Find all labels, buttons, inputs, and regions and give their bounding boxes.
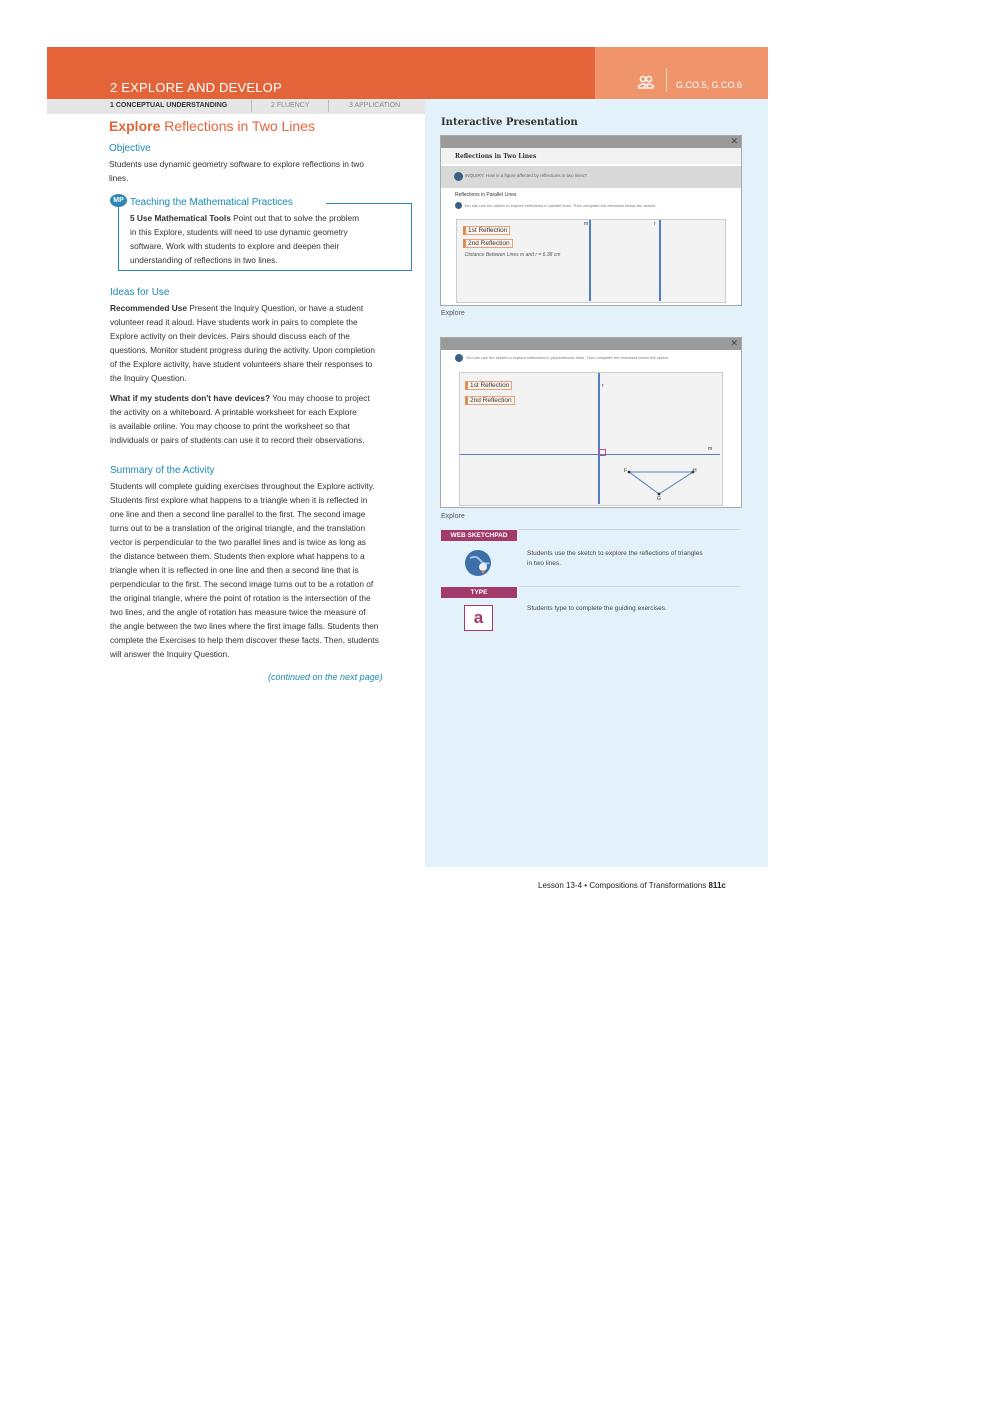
ideas-line: the Inquiry Question. [110,373,187,383]
line-r-label: r [602,383,604,389]
practices-line: software. Work with students to explore and deepen their [130,241,340,251]
tab-divider [328,100,329,112]
shot1-section: Reflections in Parallel Lines [455,192,517,198]
objective-line: Students use dynamic geometry software to explore reflections in two [109,159,365,169]
practices-text [130,211,405,267]
right-angle-marker [599,449,606,456]
summary-line: will answer the Inquiry Question. [110,649,230,659]
ideas-line: volunteer read it aloud. Have students work in pairs to complete the [110,317,358,327]
second-reflection-button[interactable]: 2nd Reflection [463,239,513,248]
summary-heading: Summary of the Activity [110,465,215,476]
footer-lesson: Lesson 13-4 [538,881,583,890]
tab-conceptual-understanding[interactable]: 1 CONCEPTUAL UNDERSTANDING [110,102,228,109]
ideas-lead-2: What if my students don't have devices? [110,393,271,403]
shot1-title: Reflections in Two Lines [455,153,537,160]
ideas-line: individuals or pairs of students can use it to record their observations. [110,435,365,445]
ideas-line: questions. Monitor student progress during the activity. Upon completion [110,345,376,355]
screenshot-titlebar [441,338,741,350]
footer-bullet: • [584,881,588,890]
footer-topic: Compositions of Transformations [589,881,707,890]
explore-icon [455,202,462,209]
objective-line: lines. [109,173,129,183]
explore-icon [455,354,463,362]
resource-line: in two lines. [527,560,561,567]
web-sketchpad-icon[interactable] [464,549,492,577]
ideas-line: Explore activity on their devices. Pairs should discuss each of the [110,331,350,341]
inquiry-icon [454,172,463,181]
line-m[interactable] [460,454,720,455]
close-icon[interactable]: ✕ [730,136,738,146]
screenshot-titlebar [441,136,741,148]
close-icon[interactable]: ✕ [730,338,738,348]
tab-divider [251,100,252,112]
standards-divider [666,68,667,92]
line-m[interactable] [589,220,591,301]
line-r[interactable] [598,373,600,504]
line-r[interactable] [659,220,661,301]
ideas-line: You may choose to project [270,393,370,403]
resource-divider [518,529,740,530]
title-topic: Reflections in Two Lines [164,118,315,134]
summary-line: Students first explore what happens to a triangle when it is reflected in [110,495,368,505]
type-tag: TYPE [441,587,517,598]
shot1-instruction: You can use the sketch to explore reflections in parallel lines. Then complete the exercises below the sketch. [464,203,657,208]
web-sketchpad-tag: WEB SKETCHPAD [441,530,517,541]
shot2-instruction: You can use the sketch to explore reflections in perpendicular lines. Then complete the exercises below the sketch. [466,355,670,360]
ideas-text-2 [110,391,415,447]
type-description [527,604,732,614]
resource-line: Students type to complete the guiding exercises. [527,605,667,612]
summary-text [110,479,415,661]
summary-line: turns out to be a translation of the original triangle, and the translation [110,523,366,533]
summary-line: the original triangle, where the point of rotation is the intersection of the [110,593,371,603]
distance-readout: Distance Between Lines m and r = 6.38 cm [465,252,561,258]
explore-screenshot-parallel[interactable] [440,135,742,306]
ideas-line: is available online. You may choose to print the worksheet so that [110,421,350,431]
standards-band [595,47,768,99]
objective-heading: Objective [109,143,151,154]
summary-line: vector is perpendicular to the two parallel lines and is twice as long as [110,537,366,547]
footer-page-number: 811c [708,881,726,890]
ideas-heading: Ideas for Use [110,287,170,298]
practices-line: in this Explore, students will need to use dynamic geometry [130,227,348,237]
ideas-line: Present the Inquiry Question, or have a student [187,303,364,313]
title-explore: Explore [109,118,161,134]
ideas-line: the activity on a whiteboard. A printable worksheet for each Explore [110,407,357,417]
ideas-text-1 [110,301,415,385]
line-m-label: m [708,446,713,452]
mp-badge-icon: MP [110,194,127,207]
practices-line: Point out that to solve the problem [230,213,360,223]
triangle-fgh[interactable] [621,466,701,502]
shot1-caption: Explore [441,310,465,317]
point-g-label: G [657,496,661,502]
type-icon[interactable]: a [464,605,493,631]
group-icon [637,75,655,91]
shot1-inquiry: INQUIRY: How is a figure affected by reflections in two lines? [465,173,587,178]
tab-application[interactable]: 3 APPLICATION [349,102,401,109]
point-f-label: F [624,468,628,474]
summary-line: the angle between the two lines where the first image falls. Students then [110,621,379,631]
page-footer [538,881,726,890]
practices-lead: 5 Use Mathematical Tools [130,213,231,223]
ideas-lead-1: Recommended Use [110,303,188,313]
summary-line: complete the Exercises to help them discover these facts. Then, students [110,635,379,645]
second-reflection-button[interactable]: 2nd Reflection [465,396,515,405]
standards-codes: G.CO.5, G.CO.6 [676,80,743,90]
resource-line: Students use the sketch to explore the reflections of triangles [527,550,703,557]
practices-heading: Teaching the Mathematical Practices [130,197,293,208]
ideas-line: of the Explore activity, have student volunteers share their responses to [110,359,373,369]
summary-line: Students will complete guiding exercises throughout the Explore activity. [110,481,375,491]
first-reflection-button[interactable]: 1st Reflection [463,226,510,235]
section-title: 2 EXPLORE AND DEVELOP [110,80,282,95]
summary-line: two lines, and the angle of rotation has measure twice the measure of [110,607,366,617]
first-reflection-button[interactable]: 1st Reflection [465,381,512,390]
web-sketchpad-description [527,549,732,569]
explore-screenshot-perpendicular[interactable] [440,337,742,508]
summary-line: perpendicular to the first. The second image turns out to be a rotation of [110,579,374,589]
summary-line: the distance between them. Students then explore what happens to a [110,551,365,561]
page-title [109,118,315,134]
practices-line: understanding of reflections in two lines. [130,255,278,265]
summary-line: triangle when it is reflected in one line and then a second line that is [110,565,359,575]
shot2-caption: Explore [441,513,465,520]
continued-link[interactable]: (continued on the next page) [268,672,383,682]
line-m-label: m [584,221,589,227]
tab-fluency[interactable]: 2 FLUENCY [271,102,310,109]
point-h-label: H [693,468,697,474]
line-r-label: r [654,221,656,227]
interactive-heading: Interactive Presentation [441,117,578,128]
resource-divider [518,586,740,587]
objective-text [109,157,409,185]
summary-line: one line and then a second line parallel to the first. The second image [110,509,366,519]
